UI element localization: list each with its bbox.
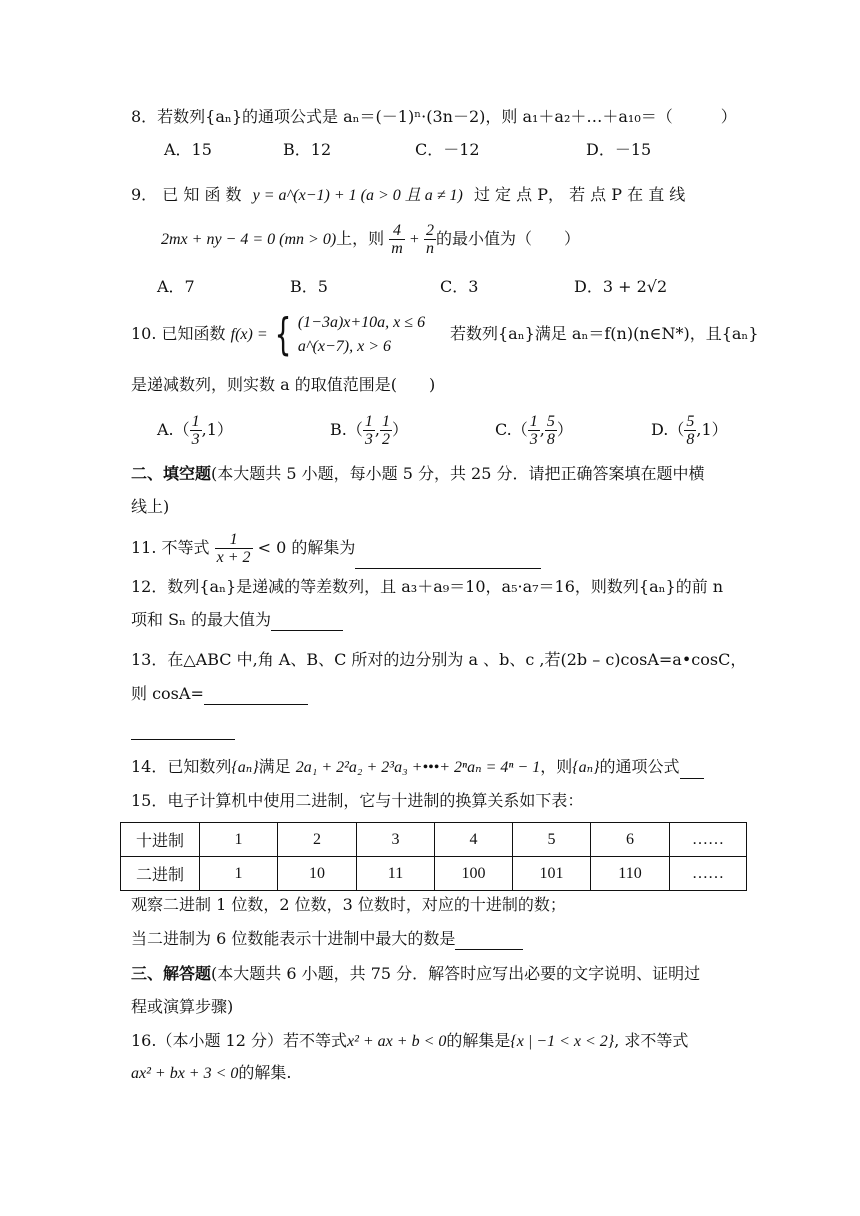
q9-function: y = a^(x−1) + 1 (a > 0 且 a ≠ 1) bbox=[252, 187, 463, 204]
q12-answer-blank bbox=[271, 614, 343, 631]
q16-line1: 16.（本小题 12 分）若不等式x² + ax + b < 0的解集是{x | −1 < x < 2}, 求不等式 bbox=[131, 1031, 689, 1050]
q16-line2: ax² + bx + 3 < 0的解集. bbox=[131, 1063, 292, 1082]
q10-option-a: A.（ $\frac{1}{3}$ ,1） bbox=[157, 413, 233, 448]
table-cell: 3 bbox=[357, 823, 435, 857]
binary-decimal-table bbox=[120, 822, 747, 891]
table-row-decimal bbox=[121, 823, 747, 857]
section2-line1: 二、填空题(本大题共 5 小题，每小题 5 分，共 25 分．请把正确答案填在题中横 bbox=[131, 464, 705, 483]
q9-line-equation: 2mx + ny − 4 = 0 (mn > 0) bbox=[161, 231, 337, 248]
q12-line1: 12．数列{aₙ}是递减的等差数列，且 a₃＋a₉＝10，a₅·a₇＝16，则数列{aₙ}的前 n bbox=[131, 577, 724, 596]
q8-option-d: D．－15 bbox=[586, 140, 652, 159]
table-cell: 十进制 bbox=[121, 823, 200, 857]
q15-answer-blank bbox=[455, 933, 523, 950]
q8-option-a: A．15 bbox=[164, 140, 212, 159]
q11-line: 11. 不等式 $\frac{1}{x + 2}$ < 0 的解集为 bbox=[131, 527, 541, 569]
q16-inequality-2: ax² + bx + 3 < 0 bbox=[131, 1065, 239, 1082]
q16-solution-set: {x | −1 < x < 2} bbox=[510, 1033, 615, 1050]
q9-line1: 9． 已 知 函 数 y = a^(x−1) + 1 (a > 0 且 a ≠ 1) 过 定 点 P， 若 点 P 在 直 线 bbox=[131, 185, 686, 204]
q13-line2: 则 cosA= bbox=[131, 683, 308, 705]
table-cell: 110 bbox=[591, 857, 670, 891]
q15-intro: 15．电子计算机中使用二进制，它与十进制的换算关系如下表： bbox=[131, 791, 584, 810]
q15-after1: 观察二进制 1 位数，2 位数，3 位数时，对应的十进制的数； bbox=[131, 895, 566, 914]
q9-option-a: A．7 bbox=[157, 277, 195, 296]
q10-line2: 是递减数列，则实数 a 的取值范围是( ) bbox=[131, 375, 436, 394]
q11-fraction: $\frac{1}{x + 2}$ bbox=[216, 531, 251, 566]
table-cell: 10 bbox=[278, 857, 357, 891]
q13-answer-blank bbox=[204, 688, 308, 705]
q10-function: f(x) = bbox=[230, 326, 268, 343]
q8-stem: 8．若数列{aₙ}的通项公式是 aₙ＝(－1)ⁿ·(3n－2)，则 a₁＋a₂＋…＋a₁₀＝（ ） bbox=[131, 107, 737, 126]
table-cell: 1 bbox=[200, 823, 278, 857]
table-cell: …… bbox=[670, 857, 747, 891]
q14-answer-blank bbox=[680, 762, 704, 779]
q9-option-c: C．3 bbox=[440, 277, 479, 296]
q14-line: 14．已知数列{aₙ}满足 2a₁ + 2²a₂ + 2³a₃ +•••+ 2ⁿaₙ = 4ⁿ − 1，则{aₙ}的通项公式 bbox=[131, 756, 704, 779]
q12-line2: 项和 Sₙ 的最大值为 bbox=[131, 609, 343, 631]
q9-fraction-4-m: $\frac{4}{m}$ bbox=[391, 222, 403, 257]
table-cell: 6 bbox=[591, 823, 670, 857]
q9-fraction-2-n: $\frac{2}{n}$ bbox=[426, 222, 435, 257]
table-cell: 5 bbox=[513, 823, 591, 857]
q10-condition: 若数列{aₙ}满足 aₙ＝f(n)(n∈N*)，且{aₙ} bbox=[450, 324, 759, 343]
q9-option-d: D．3 + 2√2 bbox=[574, 277, 668, 296]
table-cell: 11 bbox=[357, 857, 435, 891]
section2-line2: 线上) bbox=[131, 497, 170, 516]
q10-option-d: D.（ $\frac{5}{8}$ ,1） bbox=[651, 413, 728, 448]
q10-piecewise: (1−3a)x+10a, x ≤ 6 a^(x−7), x > 6 bbox=[297, 313, 426, 355]
table-cell: 二进制 bbox=[121, 857, 200, 891]
table-cell: 100 bbox=[435, 857, 513, 891]
q13-answer-blank-continued bbox=[131, 718, 235, 740]
q8-option-c: C．－12 bbox=[415, 140, 480, 159]
q10-option-b: B.（ $\frac{1}{3}$ , $\frac{1}{2}$ ） bbox=[330, 413, 408, 448]
q10-line1: 10. 已知函数 f(x) = { (1−3a)x+10a, x ≤ 6 a^(x−7), x > 6 bbox=[131, 308, 426, 360]
table-cell: 2 bbox=[278, 823, 357, 857]
q14-equation: 2a₁ + 2²a₂ + 2³a₃ +•••+ 2ⁿaₙ = 4ⁿ − 1 bbox=[295, 759, 541, 776]
q13-line1: 13．在△ABC 中,角 A、B、C 所对的边分别为 a 、b、c ,若(2b – c)cosA=a•cosC， bbox=[131, 650, 747, 669]
table-cell: 4 bbox=[435, 823, 513, 857]
q10-brace: { bbox=[274, 308, 292, 360]
q15-after2: 当二进制为 6 位数能表示十进制中最大的数是 bbox=[131, 928, 523, 950]
section3-line1: 三、解答题(本大题共 6 小题，共 75 分．解答时应写出必要的文字说明、证明过 bbox=[131, 964, 701, 983]
section3-heading: 三、解答题 bbox=[131, 964, 212, 983]
table-cell: 101 bbox=[513, 857, 591, 891]
q9-option-b: B．5 bbox=[290, 277, 328, 296]
q9-line2: 2mx + ny − 4 = 0 (mn > 0)上，则 $\frac{4}{m}$ + $\frac{2}{n}$ 的最小值为（ ） bbox=[161, 222, 581, 257]
q8-option-b: B．12 bbox=[283, 140, 332, 159]
table-cell: …… bbox=[670, 823, 747, 857]
section2-heading: 二、填空题 bbox=[131, 464, 212, 483]
section3-line2: 程或演算步骤) bbox=[131, 997, 234, 1016]
q10-option-c: C.（ $\frac{1}{3}$ , $\frac{5}{8}$ ） bbox=[495, 413, 573, 448]
table-cell: 1 bbox=[200, 857, 278, 891]
q16-inequality: x² + ax + b < 0 bbox=[346, 1033, 447, 1050]
q11-answer-blank bbox=[355, 552, 541, 569]
table-row-binary bbox=[121, 857, 747, 891]
